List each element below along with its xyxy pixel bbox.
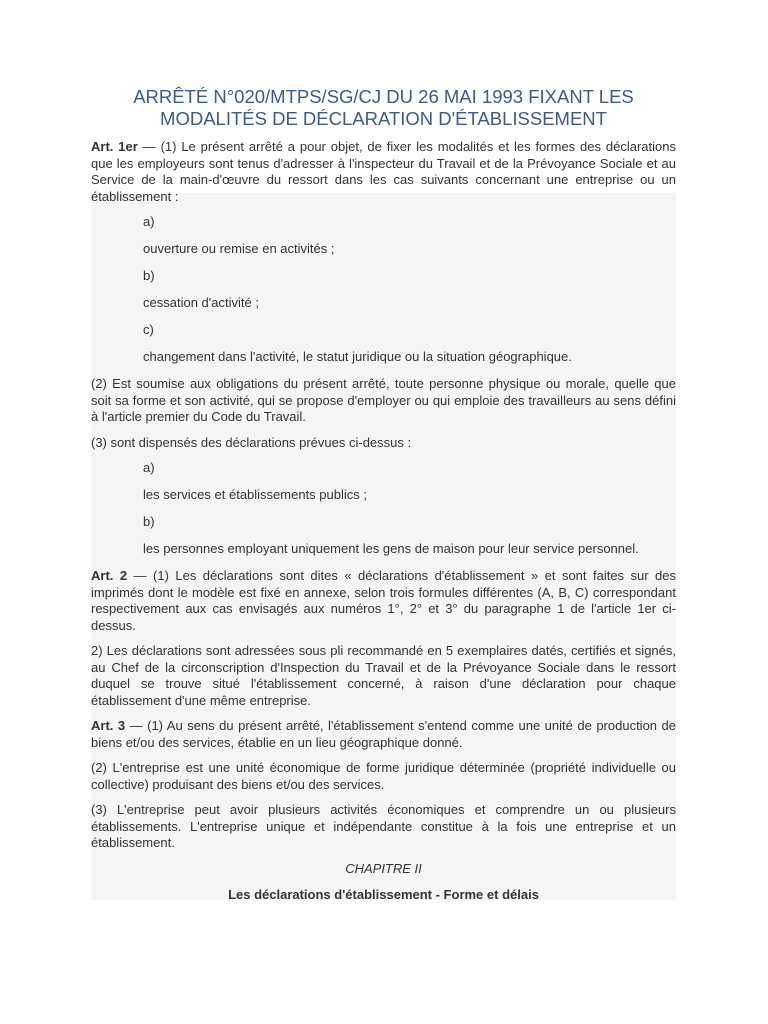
document-title: ARRÊTÉ N°020/MTPS/SG/CJ DU 26 MAI 1993 FIXANT LES MODALITÉS DE DÉCLARATION D'ÉTABLISSEMENT — [133, 86, 634, 129]
article-3-paragraph-2: (2) L'entreprise est une unité économique de forme juridique déterminée (propriété individuelle ou collective) produisant des biens et/ou des services. — [91, 760, 676, 792]
list-item-letter: b) — [143, 514, 155, 529]
section-heading: Les déclarations d'établissement - Forme et délais — [228, 887, 539, 902]
article-1-paragraph-3: (3) sont dispensés des déclarations prévues ci-dessus : — [91, 434, 412, 450]
list-item-text: ouverture ou remise en activités ; — [143, 240, 335, 256]
list-item-letter: a) — [143, 460, 155, 475]
article-2-paragraph-2: 2) Les déclarations sont adressées sous pli recommandé en 5 exemplaires datés, certifiés et signés, au Chef de la circonscription d'Inspection du Travail et de la Prévoyance Sociale dans le ressort duquel se trouve situé l'établissement concerné, à raison d'une déclaration pour chaque établissement d'une même entreprise. — [91, 643, 676, 708]
list-item-text: changement dans l'activité, le statut juridique ou la situation géographique. — [143, 348, 572, 364]
list-item-text: cessation d'activité ; — [143, 294, 259, 310]
document-body — [91, 86, 676, 913]
article-1-text: (1) Le présent arrêté a pour objet, de fixer les modalités et les formes des déclarations que les employeurs sont tenus d'adresser à l'inspecteur du Travail et de la Prévoyance Sociale et au Service de la main-d'œuvre du ressort dans les cas suivants concernant une entreprise ou un établissement : — [91, 139, 676, 204]
article-1-dash: — — [137, 139, 161, 154]
article-3-label: Art. 3 — [91, 718, 126, 733]
article-3-paragraph-3: (3) L'entreprise peut avoir plusieurs activités économiques et comprendre un ou plusieurs établissements. L'entreprise unique et indépendante constitue à la fois une entreprise et un établissement. — [91, 802, 676, 850]
article-1-label: Art. 1er — [91, 139, 138, 154]
list-item-letter: b) — [143, 268, 155, 283]
article-2-paragraph-1 — [91, 568, 676, 634]
article-2-label: Art. 2 — [91, 568, 128, 583]
article-1-paragraph-2: (2) Est soumise aux obligations du présent arrêté, toute personne physique ou morale, quelle que soit sa forme et son activité, qui se propose d'employer ou qui emploie des travailleurs au sens défini à l'article premier du Code du Travail. — [91, 376, 676, 424]
list-item-letter: c) — [143, 322, 154, 337]
list-item-text: les services et établissements publics ; — [143, 486, 367, 502]
article-2-dash: — — [127, 568, 154, 583]
article-3-paragraph-1 — [91, 718, 676, 751]
article-1-paragraph-1 — [91, 139, 676, 205]
list-item-text: les personnes employant uniquement les gens de maison pour leur service personnel. — [143, 540, 639, 556]
article-3-text: (1) Au sens du présent arrêté, l'établissement s'entend comme une unité de production de biens et/ou des services, établie en un lieu géographique donné. — [91, 718, 676, 750]
chapter-heading: CHAPITRE II — [345, 860, 422, 876]
article-2-text: (1) Les déclarations sont dites « déclarations d'établissement » et sont faites sur des imprimés dont le modèle est fixé en annexe, selon trois formules différentes (A, B, C) correspondant respectivement aux cas envisagés aux numéros 1°, 2° et 3° du paragraphe 1 de l'article 1er ci-dessus. — [91, 568, 677, 633]
list-item-letter: a) — [143, 214, 155, 229]
article-3-dash: — — [125, 718, 148, 733]
